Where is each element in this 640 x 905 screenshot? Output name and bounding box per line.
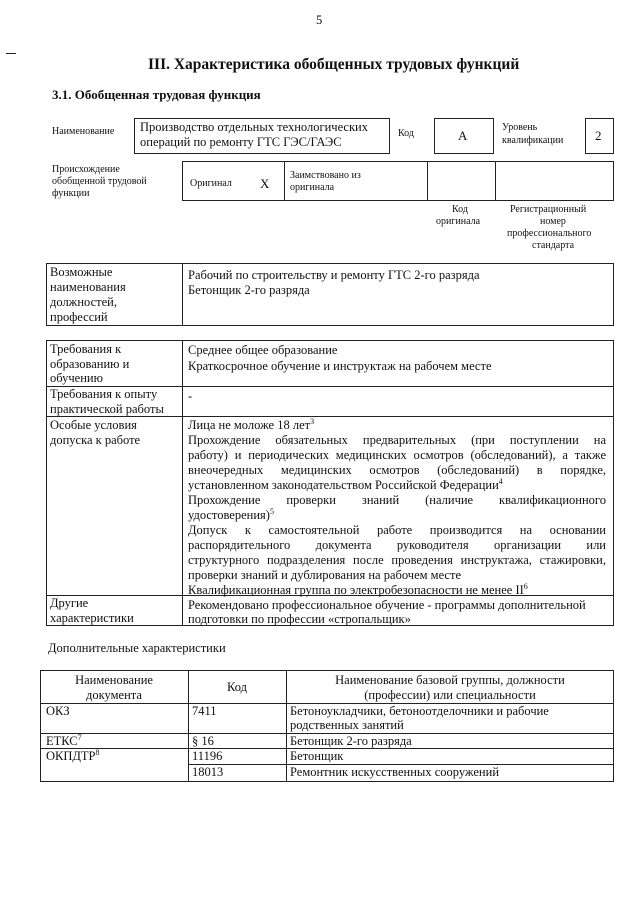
name-label: Наименование <box>52 126 115 137</box>
experience-value: - <box>188 389 193 403</box>
special-label-line1: Особые условия <box>50 418 137 432</box>
special-line: структурного подразделения после проведения инструктажа, стажировки, <box>188 553 606 567</box>
other-value-line1: Рекомендовано профессиональное обучение - программы дополнительной <box>188 598 586 612</box>
footnote-4: 4 <box>498 476 503 486</box>
special-line: Лица не моложе 18 лет <box>188 418 311 432</box>
reg-caption-line1: Регистрационный <box>510 204 587 215</box>
special-line: установленном законодательством Российской Федерации <box>188 478 499 492</box>
col-name-header <box>286 673 614 703</box>
positions-label-line1: Возможные <box>50 265 113 279</box>
row-name-line1: Бетонщик <box>290 749 344 763</box>
other-label-line1: Другие <box>50 596 89 610</box>
education-label-line1: Требования к <box>50 342 122 356</box>
level-label-line1: Уровень <box>502 122 538 133</box>
level-value: 2 <box>595 128 602 143</box>
code-label: Код <box>398 128 414 139</box>
borrowed-line2: оригинала <box>290 182 335 193</box>
positions-value-line1: Рабочий по строительству и ремонту ГТС 2-го разряда <box>188 268 480 282</box>
row-code: 7411 <box>192 704 217 718</box>
col-doc-line1: Наименование <box>75 673 153 687</box>
subsection-title: 3.1. Обобщенная трудовая функция <box>52 87 261 102</box>
col-code-header: Код <box>227 680 247 694</box>
special-line: работу) и периодических медицинских осмотров (обследований), а также <box>188 448 606 462</box>
reg-caption-line3: профессионального <box>507 228 592 239</box>
positions-label-line4: профессий <box>50 310 108 324</box>
positions-label-line2: наименования <box>50 280 126 294</box>
special-conditions-text <box>188 418 606 598</box>
experience-label-line2: практической работы <box>50 402 164 416</box>
special-line: Прохождение обязательных предварительных (при поступлении на <box>188 433 606 447</box>
other-label-line2: характеристики <box>50 611 134 625</box>
code-caption-line2: оригинала <box>436 216 481 227</box>
origin-label-line2: обобщенной трудовой <box>52 176 147 187</box>
col-name-line2: (профессии) или специальности <box>364 688 536 702</box>
footnote-6: 6 <box>523 581 528 591</box>
row-name-line1: Бетонщик 2-го разряда <box>290 734 412 748</box>
row-code: 18013 <box>192 765 224 779</box>
additional-title: Дополнительные характеристики <box>48 641 226 655</box>
origin-label-line1: Происхождение <box>52 164 120 175</box>
row-doc: ОКЗ <box>46 704 70 718</box>
special-line: проверки знаний и дублирования на рабочем месте <box>188 568 461 582</box>
row-name-line1: Ремонтник искусственных сооружений <box>290 765 500 779</box>
positions-label-line3: должностей, <box>50 295 117 309</box>
original-mark: X <box>260 176 270 191</box>
special-line: удостоверения) <box>188 508 270 522</box>
reg-caption-line4: стандарта <box>532 240 575 251</box>
code-value: A <box>458 128 468 143</box>
footnote-7: 7 <box>77 732 82 742</box>
special-line: Допуск к самостоятельной работе производится на основании <box>188 523 606 537</box>
education-label-line2: образованию и <box>50 357 130 371</box>
education-label-line3: обучению <box>50 371 103 385</box>
original-label: Оригинал <box>190 178 232 189</box>
row-code: 11196 <box>192 749 223 763</box>
level-label-line2: квалификации <box>502 135 564 146</box>
other-value-line2: подготовки по профессии «стропальщик» <box>188 612 411 626</box>
code-caption-line1: Код <box>452 204 468 215</box>
education-value-line1: Среднее общее образование <box>188 343 338 357</box>
reg-caption-line2: номер <box>540 216 566 227</box>
row-doc-text: ОКПДТР <box>46 749 96 763</box>
special-line: распорядительного документа руководителя организации или <box>188 538 606 552</box>
page-number: 5 <box>316 13 323 27</box>
row-name-line2: родственных занятий <box>290 718 404 732</box>
margin-mark <box>6 53 16 54</box>
special-line: Прохождение проверки знаний (наличие квалификационного <box>188 493 606 507</box>
row-name-line1: Бетоноукладчики, бетоноотделочники и рабочие <box>290 704 549 718</box>
row-doc <box>46 749 100 764</box>
section-title: III. Характеристика обобщенных трудовых функций <box>148 56 520 73</box>
footnote-5: 5 <box>269 506 274 516</box>
special-label-line2: допуска к работе <box>50 433 141 447</box>
experience-label-line1: Требования к опыту <box>50 387 158 401</box>
education-value-line2: Краткосрочное обучение и инструктаж на рабочем месте <box>188 359 492 373</box>
origin-table <box>182 161 614 201</box>
col-doc-header <box>40 673 188 703</box>
col-name-line1: Наименование базовой группы, должности <box>335 673 565 687</box>
row-code: § 16 <box>192 734 214 748</box>
footnote-3: 3 <box>310 416 315 426</box>
name-value-line1: Производство отдельных технологических <box>140 120 368 134</box>
footnote-8: 8 <box>95 747 100 757</box>
origin-label-line3: функции <box>52 188 90 199</box>
row-doc <box>46 734 82 749</box>
positions-value-line2: Бетонщик 2-го разряда <box>188 283 310 297</box>
borrowed-line1: Заимствовано из <box>290 170 361 181</box>
name-value-line2: операций по ремонту ГТС ГЭС/ГАЭС <box>140 135 342 149</box>
col-doc-line2: документа <box>86 688 142 702</box>
special-line: Квалификационная группа по электробезопасности не менее II <box>188 583 524 597</box>
row-doc-text: ЕТКС <box>46 734 78 748</box>
special-line: внеочередных медицинских осмотров (обследований) в порядке, <box>188 463 606 477</box>
